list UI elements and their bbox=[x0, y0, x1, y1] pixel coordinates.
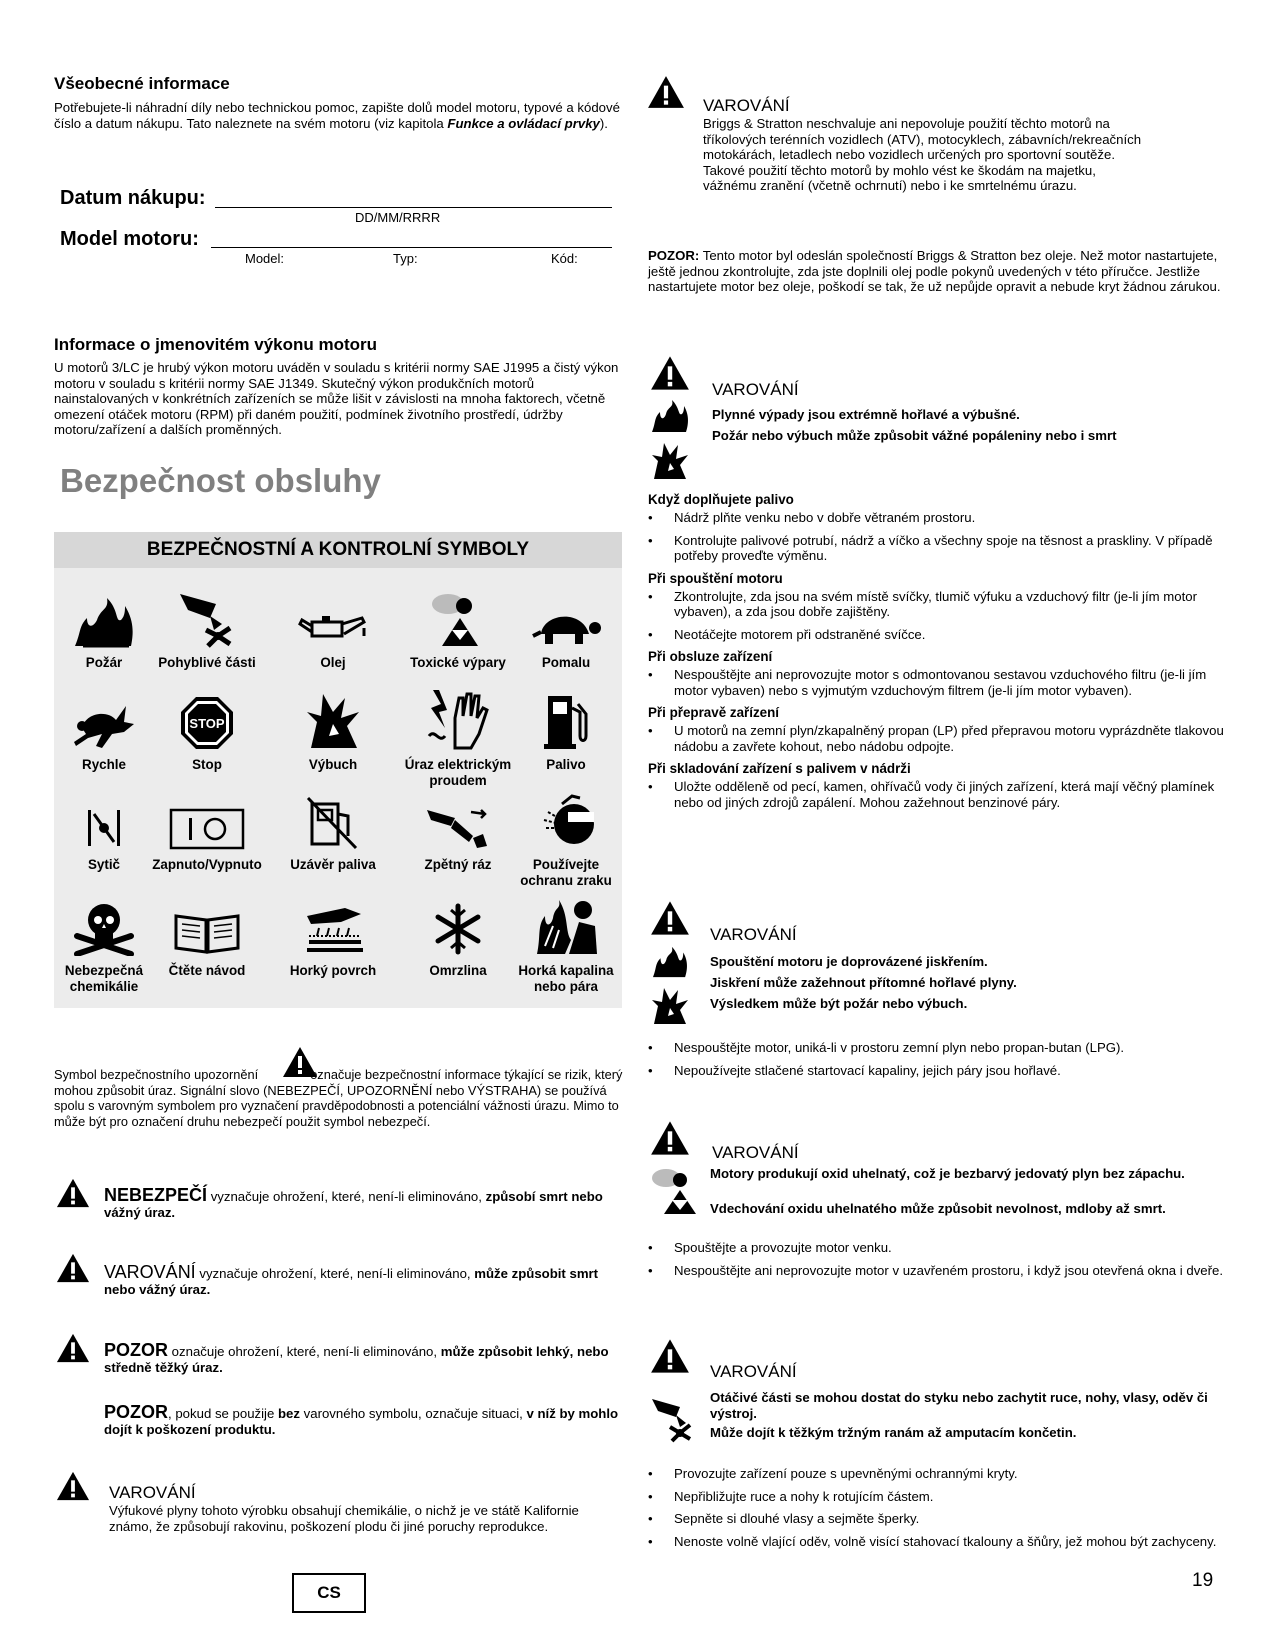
fuel-shutoff-icon bbox=[278, 794, 388, 854]
list-item: • Nádrž plňte venku nebo v dobře větraném prostoru. bbox=[648, 510, 1228, 526]
symbol-label: Pohyblivé části bbox=[158, 655, 256, 670]
fuel-section-list bbox=[648, 510, 1228, 564]
fuel-warning-fire-icon bbox=[650, 398, 690, 439]
fuel-section-heading: Při skladování zařízení s palivem v nádrži bbox=[648, 761, 911, 776]
list-item: • Spouštějte a provozujte motor venku. bbox=[648, 1240, 1228, 1256]
california-warning-triangle-icon bbox=[56, 1470, 90, 1507]
oil-can-icon bbox=[278, 590, 388, 652]
california-warning-text: Výfukové plyny tohoto výrobku obsahují chemikálie, o nichž je ve státě Kalifornie známo, že způsobují rakovinu, poškození plodu či jiné poruchy reprodukce. bbox=[109, 1503, 579, 1534]
symbol-moving-parts bbox=[147, 590, 267, 671]
atv-warning-title: VAROVÁNÍ bbox=[703, 96, 790, 115]
symbol-fuel-shutoff bbox=[278, 794, 388, 873]
symbol-electric-shock bbox=[392, 692, 524, 789]
purchase-date-label: Datum nákupu: bbox=[60, 187, 206, 209]
rotating-warning-triangle-icon bbox=[650, 1338, 690, 1379]
fuel-warning-explosion-icon bbox=[650, 441, 690, 486]
engine-model-field[interactable] bbox=[211, 247, 612, 248]
spark-warning-line2: Jiskření může zažehnout přítomné hořlavé plyny. bbox=[710, 975, 1017, 990]
co-warning-line1: Motory produkují oxid uhelnatý, což je bezbarvý jedovatý plyn bez zápachu. bbox=[710, 1166, 1185, 1181]
date-format-hint: DD/MM/RRRR bbox=[355, 210, 441, 225]
list-item: • Sepněte si dlouhé vlasy a sejměte šperky. bbox=[648, 1511, 1228, 1527]
symbol-hot-surface bbox=[278, 894, 388, 979]
code-sublabel: Kód: bbox=[551, 251, 578, 266]
symbol-label: Palivo bbox=[546, 757, 586, 772]
list-item: • Nespouštějte ani neprovozujte motor v uzavřeném prostoru, i když jsou otevřená okna i dveře. bbox=[648, 1263, 1228, 1279]
symbol-label: Čtěte návod bbox=[168, 963, 246, 978]
symbol-label: Zapnuto/Vypnuto bbox=[152, 857, 262, 872]
symbol-on-off bbox=[147, 794, 267, 873]
moving-parts-icon bbox=[147, 590, 267, 652]
general-info-text: Potřebujete-li náhradní díly nebo technickou pomoc, zapište dolů model motoru, typové a kódové číslo a datum nákupu. Tato naleznete na svém motoru (viz kapitola Funkce a ovládací prvky). bbox=[54, 100, 620, 131]
danger-triangle-icon bbox=[56, 1177, 90, 1214]
spark-warning-explosion-icon bbox=[650, 986, 690, 1031]
symbol-stop-sign bbox=[147, 692, 267, 773]
list-item: • Provozujte zařízení pouze s upevněnými ochrannými kryty. bbox=[648, 1466, 1228, 1482]
symbol-label: Pomalu bbox=[541, 655, 591, 670]
fire-icon bbox=[49, 590, 159, 652]
svg-text:STOP: STOP bbox=[189, 716, 225, 731]
fuel-warning-triangle-icon bbox=[650, 355, 690, 396]
fuel-section-list bbox=[648, 779, 1228, 810]
co-toxic-fumes-icon bbox=[650, 1166, 704, 1221]
list-item: • Kontrolujte palivové potrubí, nádrž a víčko a všechny spoje na těsnost a praskliny. V případě potřeby proveďte výměnu. bbox=[648, 533, 1228, 564]
list-item: • Nespouštějte ani neprovozujte motor s odmontovanou sestavou vzduchového filtru (je-li jím motor vybaven) nebo s vyjmutým vzduchovým filtrem (je-li jím motor vybaven). bbox=[648, 667, 1228, 698]
co-warning-line2: Vdechování oxidu uhelnatého může způsobit nevolnost, mdloby až smrt. bbox=[710, 1201, 1166, 1216]
list-item: • Zkontrolujte, zda jsou na svém místě svíčky, tlumič výfuku a vzduchový filtr (je-li jím motor vybaven), a zda jsou dobře zajištěny. bbox=[648, 589, 1228, 620]
power-rating-title: Informace o jmenovitém výkonu motoru bbox=[54, 335, 378, 354]
fuel-section-heading: Při obsluze zařízení bbox=[648, 649, 773, 664]
caution-triangle-icon bbox=[56, 1332, 90, 1369]
warning-triangle-icon bbox=[56, 1252, 90, 1289]
spark-warning-line3: Výsledkem může být požár nebo výbuch. bbox=[710, 996, 968, 1011]
fuel-instructions bbox=[648, 492, 1228, 817]
rabbit-icon bbox=[49, 692, 159, 754]
notice-definition: POZOR, pokud se použije bez varovného symbolu, označuje situaci, v níž by mohlo dojít k poškození produktu. bbox=[104, 1402, 619, 1437]
symbol-fuel-pump bbox=[511, 692, 621, 773]
skull-icon bbox=[49, 894, 159, 960]
spark-warning-line1: Spouštění motoru je doprovázené jiskřením. bbox=[710, 954, 988, 969]
on-off-icon bbox=[147, 794, 267, 854]
spark-warning-fire-icon bbox=[650, 945, 690, 984]
spark-warning-list bbox=[648, 1040, 1228, 1085]
symbol-label: Horká kapalina nebo pára bbox=[518, 963, 614, 994]
fuel-section-list bbox=[648, 589, 1228, 643]
page-number: 19 bbox=[1192, 1570, 1214, 1591]
manual-icon bbox=[147, 894, 267, 960]
symbol-turtle bbox=[511, 590, 621, 671]
fuel-pump-icon bbox=[511, 692, 621, 754]
choke-icon bbox=[49, 794, 159, 854]
alert-symbol-text: Symbol bezpečnostního upozornění označuje bezpečnostní informace týkající se rizik, který mohou způsobit úraz. Signální slovo (NEBEZPEČÍ, UPOZORNĚNÍ nebo VÝSTRAHA) se používá spolu s varovným symbolem pro vyznačení pravděpodobnosti a potenciální vážnosti úrazu. Mimo to může být pro označení druhu nebezpečí použit symbol nebezpečí. bbox=[54, 1067, 623, 1129]
fuel-warning-icons bbox=[650, 355, 690, 486]
list-item: • Nenoste volně vlající oděv, volně visící stahovací tkalouny a šňůry, jež mohou být zachyceny. bbox=[648, 1534, 1228, 1550]
rotating-warning-line2: Může dojít k těžkým tržným ranám až amputacím končetin. bbox=[710, 1425, 1077, 1440]
symbol-eye-protection bbox=[511, 794, 621, 889]
spark-warning-icons bbox=[650, 900, 690, 1031]
fuel-warning-line1: Plynné výpady jsou extrémně hořlavé a výbušné. bbox=[712, 407, 1020, 422]
list-item: • Uložte odděleně od pecí, kamen, ohřívačů vody či jiných zařízení, která mají věčný plamínek nebo od jiných zdrojů zapálení. Mohou zažehnout benzinové páry. bbox=[648, 779, 1228, 810]
symbol-label: Toxické výpary bbox=[410, 655, 506, 670]
language-badge: CS bbox=[292, 1573, 366, 1613]
symbol-label: Omrzlina bbox=[429, 963, 487, 978]
fuel-section-heading: Při spouštění motoru bbox=[648, 570, 783, 586]
purchase-date-field[interactable] bbox=[215, 207, 612, 208]
toxic-fumes-icon bbox=[392, 590, 524, 652]
turtle-icon bbox=[511, 590, 621, 652]
california-warning-title: VAROVÁNÍ bbox=[109, 1483, 196, 1502]
symbol-toxic-fumes bbox=[392, 590, 524, 671]
symbols-header: BEZPEČNOSTNÍ A KONTROLNÍ SYMBOLY bbox=[54, 532, 622, 568]
type-sublabel: Typ: bbox=[393, 251, 418, 266]
symbol-label: Uzávěr paliva bbox=[290, 857, 376, 872]
symbol-label: Nebezpečná chemikálie bbox=[64, 963, 144, 994]
spark-warning-triangle-icon bbox=[650, 900, 690, 941]
rotating-warning-line1: Otáčivé části se mohou dostat do styku nebo zachytit ruce, nohy, vlasy, oděv či výstroj. bbox=[710, 1390, 1208, 1421]
hot-surface-icon bbox=[278, 894, 388, 960]
general-info-title: Všeobecné informace bbox=[54, 74, 230, 93]
symbol-fire bbox=[49, 590, 159, 671]
power-rating-text: U motorů 3/LC je hrubý výkon motoru uváděn v souladu s kritérii normy SAE J1995 a čistý výkon motoru v souladu s kritérii normy SAE J1349. Skutečný výkon produkčních motorů nainstalovaných v konkrétních zařízeních se může lišit v závislosti na mnoha faktorech, včetně omezení otáček motoru (RPM) při daném použití, podmínek životního prostředí, údržby motoru/zařízení a dalších proměnných. bbox=[54, 360, 619, 437]
fuel-section-heading: Při přepravě zařízení bbox=[648, 705, 779, 720]
kickback-icon bbox=[392, 794, 524, 854]
model-sublabel: Model: bbox=[245, 251, 285, 266]
symbol-choke bbox=[49, 794, 159, 873]
symbol-oil-can bbox=[278, 590, 388, 671]
fuel-section-list bbox=[648, 667, 1228, 698]
co-warning-triangle-icon bbox=[650, 1120, 690, 1161]
hot-liquid-icon bbox=[511, 894, 621, 960]
list-item: • U motorů na zemní plyn/zkapalněný propan (LP) před přepravou motoru vyprázdněte tlakovou nádobu a zavřete kohout, nebo nádobu odpojte. bbox=[648, 723, 1228, 754]
stop-sign-icon bbox=[147, 692, 267, 754]
atv-warning-text: Briggs & Stratton neschvaluje ani nepovoluje použití těchto motorů na tříkolových terénních vozidlech (ATV), motocyklech, zábavních/rekreačních motokárách, letadlech nebo vozidlech určených pro sportovní soutěže. Takové použití těchto motorů by mohlo vést ke škodám na majetku, vážnému zranění (včetně ochrnutí) nebo i ke smrtelnému úrazu. bbox=[703, 116, 1142, 193]
symbol-rabbit bbox=[49, 692, 159, 773]
rotating-warning-title: VAROVÁNÍ bbox=[710, 1362, 797, 1381]
snowflake-icon bbox=[392, 894, 524, 960]
symbols-panel bbox=[54, 532, 622, 1008]
symbol-label: Olej bbox=[320, 655, 346, 670]
symbol-label: Sytič bbox=[87, 857, 120, 872]
explosion-icon bbox=[278, 692, 388, 754]
symbol-label: Stop bbox=[192, 757, 222, 772]
co-warning-list bbox=[648, 1240, 1228, 1285]
symbol-manual bbox=[147, 894, 267, 979]
list-item: • Nespouštějte motor, uniká-li v prostoru zemní plyn nebo propan-butan (LPG). bbox=[648, 1040, 1228, 1056]
symbol-explosion bbox=[278, 692, 388, 773]
co-warning-title: VAROVÁNÍ bbox=[712, 1143, 799, 1162]
eye-protection-icon bbox=[511, 794, 621, 854]
fuel-section-heading: Když doplňujete palivo bbox=[648, 492, 794, 507]
fuel-warning-line2: Požár nebo výbuch může způsobit vážné popáleniny nebo i smrt bbox=[712, 428, 1117, 443]
engine-model-label: Model motoru: bbox=[60, 228, 199, 250]
symbol-label: Úraz elektrickým proudem bbox=[404, 757, 512, 788]
fuel-section-list bbox=[648, 723, 1228, 754]
list-item: • Nepřibližujte ruce a nohy k rotujícím částem. bbox=[648, 1489, 1228, 1505]
rotating-parts-icon bbox=[650, 1393, 702, 1448]
symbol-label: Požár bbox=[85, 655, 123, 670]
warning-definition: VAROVÁNÍ vyznačuje ohrožení, které, není-li eliminováno, může způsobit smrt nebo vážný úraz. bbox=[104, 1262, 599, 1297]
symbol-label: Zpětný ráz bbox=[424, 857, 492, 872]
oil-notice: POZOR: Tento motor byl odeslán společností Briggs & Stratton bez oleje. Než motor nastartujete, ještě jednou zkontrolujte, zda jste doplnili olej podle pokynů uvedených v této příručce. Jestliže nastartujete motor bez oleje, poškodí se tak, že už nepůjde opravit a nebude kryt žádnou zárukou. bbox=[648, 248, 1221, 294]
caution-definition: POZOR označuje ohrožení, které, není-li eliminováno, může způsobit lehký, nebo středně těžký úraz. bbox=[104, 1340, 609, 1375]
symbol-snowflake bbox=[392, 894, 524, 979]
symbol-label: Horký povrch bbox=[289, 963, 377, 978]
symbol-label: Výbuch bbox=[308, 757, 358, 772]
symbol-hot-liquid bbox=[511, 894, 621, 995]
fuel-warning-title: VAROVÁNÍ bbox=[712, 380, 799, 399]
list-item: • Nepoužívejte stlačené startovací kapaliny, jejich páry jsou hořlavé. bbox=[648, 1063, 1228, 1079]
list-item: • Neotáčejte motorem při odstraněné svíčce. bbox=[648, 627, 1228, 643]
symbol-label: Rychle bbox=[82, 757, 126, 772]
symbol-label: Používejte ochranu zraku bbox=[520, 857, 612, 888]
symbol-kickback bbox=[392, 794, 524, 873]
danger-definition: NEBEZPEČÍ vyznačuje ohrožení, které, není-li eliminováno, způsobí smrt nebo vážný úraz. bbox=[104, 1185, 603, 1220]
atv-warning-triangle-icon bbox=[647, 75, 685, 114]
spark-warning-title: VAROVÁNÍ bbox=[710, 925, 797, 944]
symbol-skull bbox=[49, 894, 159, 995]
rotating-warning-list bbox=[648, 1466, 1228, 1556]
electric-shock-icon bbox=[392, 692, 524, 754]
safety-heading: Bezpečnost obsluhy bbox=[60, 462, 381, 499]
